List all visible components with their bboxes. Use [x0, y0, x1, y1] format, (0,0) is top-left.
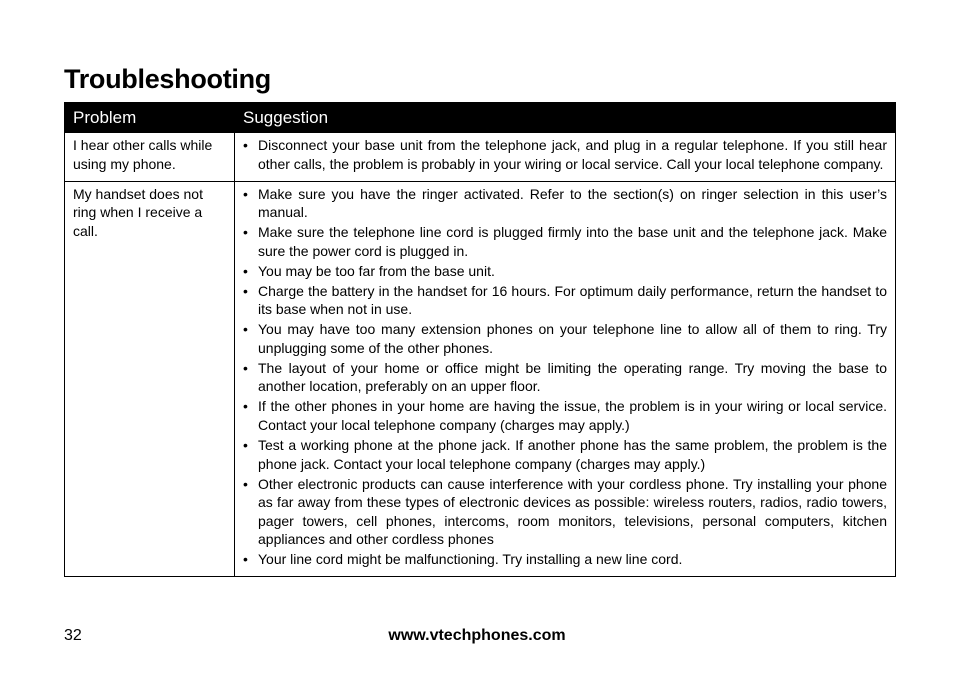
bullet-icon: • [243, 137, 248, 153]
bullet-icon: • [243, 262, 248, 279]
troubleshooting-table [64, 102, 896, 577]
list-item [243, 550, 887, 569]
suggestion-text: Charge the battery in the handset for 16 hours. For optimum daily performance, return the handset to its base when not in use. [258, 282, 887, 318]
suggestion-text: Make sure the telephone line cord is plugged firmly into the base unit and the telephone jack. Make sure the power cord is plugged in. [258, 224, 887, 259]
bullet-icon: • [243, 321, 248, 338]
page-title: Troubleshooting [64, 64, 271, 94]
list-item [243, 397, 887, 434]
table-header-row [65, 103, 896, 133]
suggestion-list [243, 136, 887, 173]
bullet-icon: • [243, 551, 248, 568]
suggestion-text: Disconnect your base unit from the telephone jack, and plug in a regular telephone. If you still hear other calls, the problem is probably in your wiring or local service. Call your local telephone company. [258, 137, 887, 172]
list-item [243, 320, 887, 357]
list-item [243, 475, 887, 549]
suggestion-cell [235, 181, 896, 577]
list-item [243, 359, 887, 396]
suggestion-list [243, 185, 887, 569]
suggestion-text: If the other phones in your home are having the issue, the problem is in your wiring or local service. Contact your local telephone company (charges may apply.) [258, 398, 887, 434]
suggestion-text: Make sure you have the ringer activated. Refer to the section(s) on ringer selection in this user’s manual. [258, 185, 887, 221]
list-item [243, 282, 887, 319]
bullet-icon: • [243, 282, 248, 299]
header-suggestion: Suggestion [235, 103, 896, 133]
table-row [65, 133, 896, 182]
bullet-icon: • [243, 359, 248, 376]
suggestion-text: Your line cord might be malfunctioning. Try installing a new line cord. [258, 551, 683, 568]
bullet-icon: • [243, 437, 248, 454]
list-item [243, 223, 887, 260]
bullet-icon: • [243, 185, 248, 202]
website-url: www.vtechphones.com [388, 627, 566, 644]
list-item [243, 136, 887, 173]
suggestion-text: Other electronic products can cause interference with your cordless phone. Try installing your phone as far away from these types of electronic devices as possible: wireless routers, radios, radio towers, pager towers, cell phones, intercoms, room monitors, televisions, personal computers, kitchen appliances and other cordless phones [258, 475, 887, 548]
suggestion-text: You may be too far from the base unit. [258, 262, 495, 279]
list-item [243, 262, 887, 281]
list-item [243, 436, 887, 473]
suggestion-cell [235, 133, 896, 182]
header-problem: Problem [65, 103, 235, 133]
suggestion-text: Test a working phone at the phone jack. If another phone has the same problem, the problem is the phone jack. Contact your local telephone company (charges may apply.) [258, 437, 887, 472]
problem-cell: My handset does not ring when I receive a call. [65, 181, 235, 577]
bullet-icon: • [243, 475, 248, 492]
problem-cell: I hear other calls while using my phone. [65, 133, 235, 182]
bullet-icon: • [243, 398, 248, 415]
table-row [65, 181, 896, 577]
bullet-icon: • [243, 224, 248, 241]
list-item [243, 185, 887, 222]
suggestion-text: You may have too many extension phones on your telephone line to allow all of them to ring. Try unplugging some of the other phones. [258, 321, 887, 356]
suggestion-text: The layout of your home or office might be limiting the operating range. Try moving the base to another location, preferably on an upper floor. [258, 359, 887, 395]
page-number: 32 [64, 627, 82, 644]
